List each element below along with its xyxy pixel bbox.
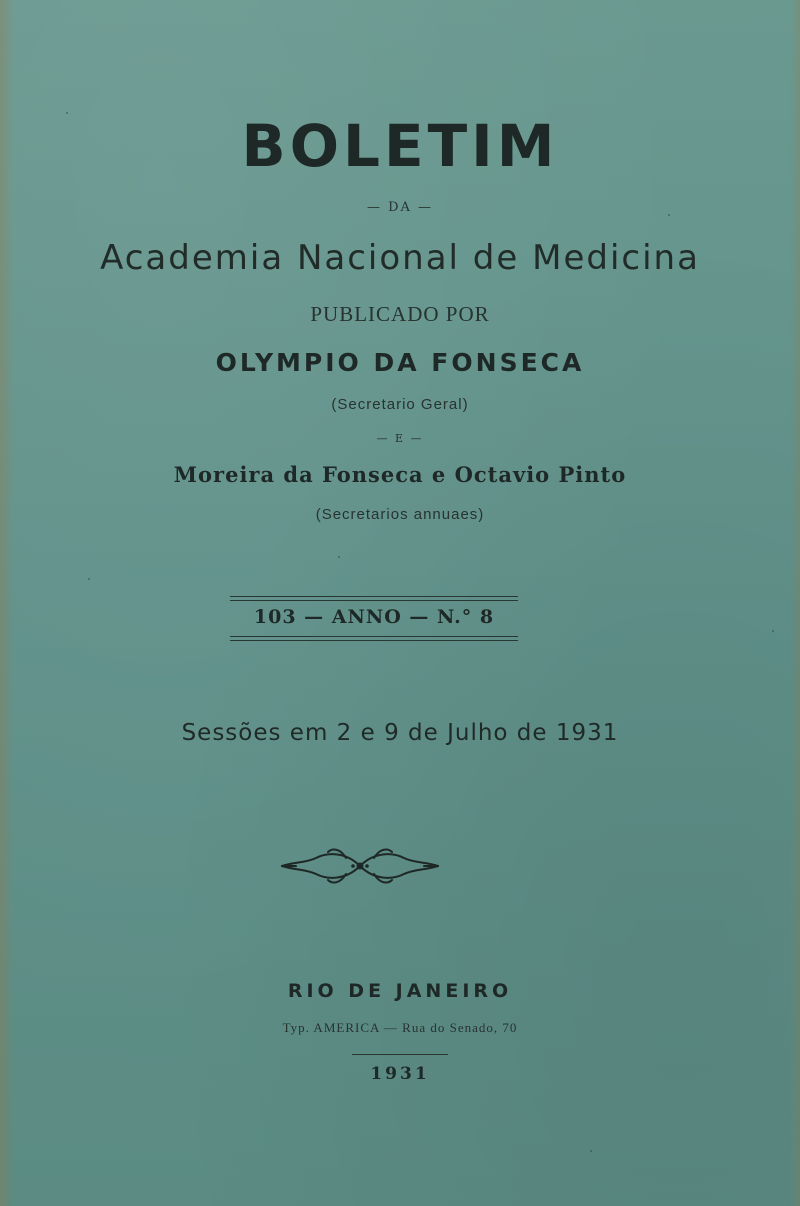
editor-role: (Secretario Geral) [331,396,469,413]
city-name: RIO DE JANEIRO [287,980,513,1002]
paper-speck [772,630,774,632]
editor-name: OLYMPIO DA FONSECA [215,348,585,377]
paper-speck [88,578,90,580]
sessions-date: Sessões em 2 e 9 de Julho de 1931 [181,720,619,746]
year-rule [352,1054,448,1055]
printer-address: Typ. AMERICA — Rua do Senado, 70 [282,1020,518,1035]
paper-speck [668,214,670,216]
published-by-label: PUBLICADO POR [310,302,490,326]
secretaries-names: Moreira da Fonseca e Octavio Pinto [173,462,627,487]
publication-year: 1931 [370,1064,430,1084]
academy-name: Academia Nacional de Medicina [100,238,700,278]
issue-rule-bottom-inner [230,636,518,637]
issue-box [230,596,518,642]
paper-speck [590,1150,592,1152]
page-title: BOLETIM [241,112,559,180]
secretaries-role: (Secretarios annuaes) [315,506,485,523]
issue-rule-top-inner [230,600,518,601]
e-separator: — E — [376,432,424,445]
issue-number: 103 — ANNO — N.° 8 [253,606,495,628]
issue-rule-top [230,596,518,597]
paper-speck [338,556,340,558]
flourish-ornament-icon [276,842,444,890]
paper-speck [66,112,68,114]
issue-rule-bottom [230,640,518,641]
da-separator: — DA — [366,200,434,215]
